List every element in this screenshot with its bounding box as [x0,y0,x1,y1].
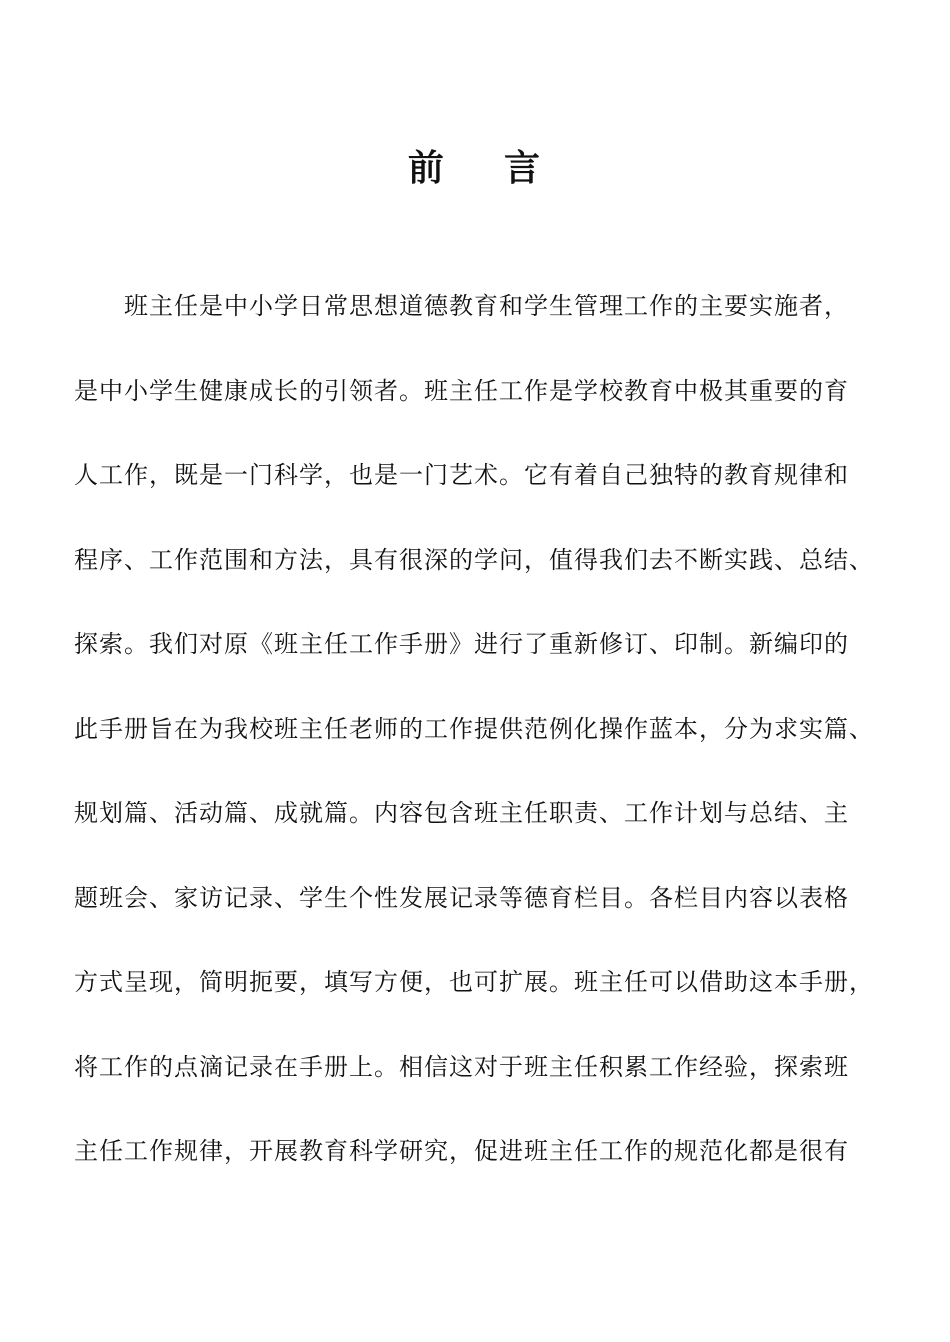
paragraph-line: 班主任是中小学日常思想道德教育和学生管理工作的主要实施者， [124,292,849,320]
paragraph-line: 题班会、家访记录、学生个性发展记录等德育栏目。各栏目内容以表格 [74,883,849,912]
preface-body [74,264,884,1194]
page-title: 前 言 [407,147,543,189]
paragraph-line: 探索。我们对原《班主任工作手册》进行了重新修订、印制。新编印的 [74,630,849,658]
paragraph-line: 主任工作规律，开展教育科学研究，促进班主任工作的规范化都是很有 [74,1137,849,1165]
paragraph-line: 人工作，既是一门科学，也是一门艺术。它有着自己独特的教育规律和 [74,461,849,489]
paragraph-line: 是中小学生健康成长的引领者。班主任工作是学校教育中极其重要的育 [74,376,849,405]
paragraph-line: 方式呈现，简明扼要，填写方便，也可扩展。班主任可以借助这本手册， [74,968,874,996]
paragraph-line: 将工作的点滴记录在手册上。相信这对于班主任积累工作经验，探索班 [74,1052,849,1081]
paragraph-line: 此手册旨在为我校班主任老师的工作提供范例化操作蓝本，分为求实篇、 [74,714,874,743]
paragraph-line: 程序、工作范围和方法，具有很深的学问，值得我们去不断实践、总结、 [74,545,874,574]
paragraph-line: 规划篇、活动篇、成就篇。内容包含班主任职责、工作计划与总结、主 [74,799,849,827]
